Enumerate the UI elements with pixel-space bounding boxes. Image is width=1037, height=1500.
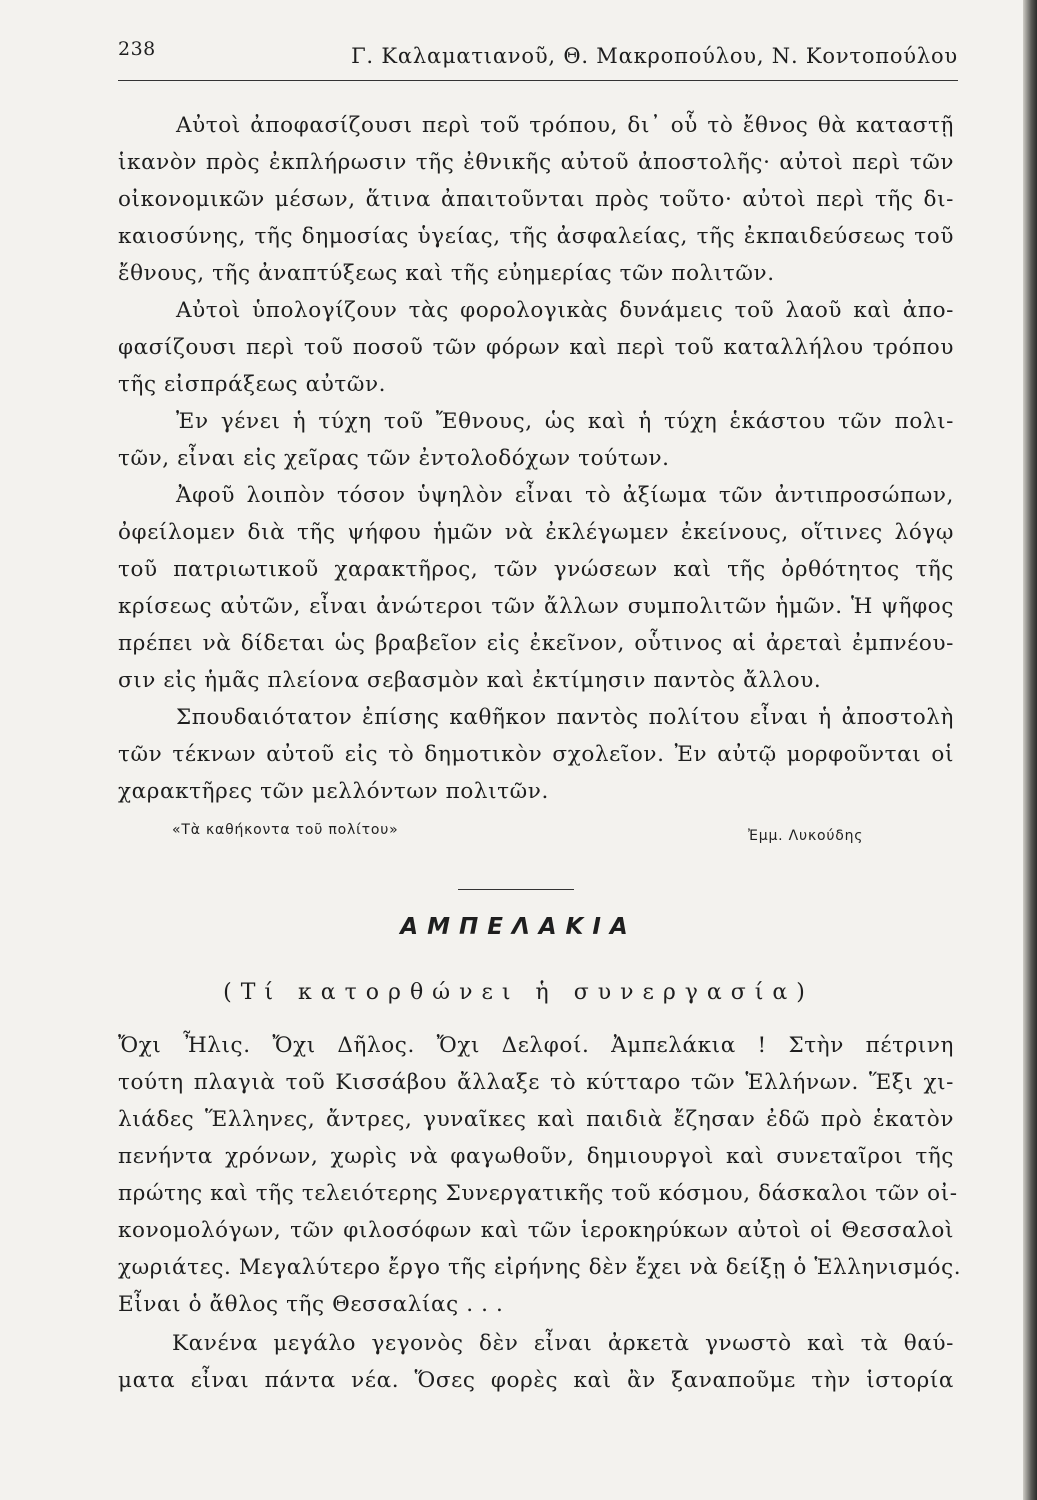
header-rule	[118, 80, 958, 81]
text-line: χαρακτῆρες τῶν μελλόντων πολιτῶν.	[118, 779, 549, 804]
text-line: κονομολόγων, τῶν φιλοσόφων καὶ τῶν ἱεροκηρύκων αὐτοὶ οἱ Θεσσαλοὶ	[118, 1218, 954, 1243]
text-line: χωριάτες. Μεγαλύτερο ἔργο τῆς εἰρήνης δὲν ἔχει νὰ δείξῃ ὁ Ἑλληνισμός.	[118, 1255, 962, 1280]
text-line: ὀφείλομεν διὰ τῆς ψήφου ἡμῶν νὰ ἐκλέγωμεν ἐκείνους, οἵτινες λόγῳ	[118, 520, 954, 545]
section-subtitle: (Τί κατορθώνει ἡ συνεργασία)	[223, 980, 814, 1005]
text-line: πρέπει νὰ δίδεται ὡς βραβεῖον εἰς ἐκεῖνον, οὗτινος αἱ ἀρεταὶ ἐμπνέου-	[118, 631, 954, 656]
text-line: τῶν, εἶναι εἰς χεῖρας τῶν ἐντολοδόχων τούτων.	[118, 446, 670, 471]
text-line: τοῦ πατριωτικοῦ χαρακτῆρος, τῶν γνώσεων καὶ τῆς ὀρθότητος τῆς	[118, 557, 954, 582]
text-line: πενήντα χρόνων, χωρὶς νὰ φαγωθοῦν, δημιουργοὶ καὶ συνεταῖροι τῆς	[118, 1144, 954, 1169]
text-line: πρώτης καὶ τῆς τελειότερης Συνεργατικῆς τοῦ κόσμου, δάσκαλοι τῶν οἰ-	[118, 1181, 958, 1206]
text-line: Σπουδαιότατον ἐπίσης καθῆκον παντὸς πολίτου εἶναι ἡ ἀποστολὴ	[176, 705, 954, 730]
section-title: ΑΜΠΕΛΑΚΙΑ	[400, 914, 637, 940]
page-edge-shadow	[1023, 0, 1037, 1500]
text-line: σιν εἰς ἡμᾶς πλείονα σεβασμὸν καὶ ἐκτίμησιν παντὸς ἄλλου.	[118, 668, 822, 693]
text-line: ἱκανὸν πρὸς ἐκπλήρωσιν τῆς ἐθνικῆς αὐτοῦ ἀποστολῆς· αὐτοὶ περὶ τῶν	[118, 150, 954, 175]
text-line: τούτη πλαγιὰ τοῦ Κισσάβου ἄλλαξε τὸ κύτταρο τῶν Ἑλλήνων. Ἕξι χι-	[118, 1070, 954, 1095]
text-line: Εἶναι ὁ ἄθλος τῆς Θεσσαλίας . . .	[118, 1292, 504, 1317]
text-line: Ἀφοῦ λοιπὸν τόσον ὑψηλὸν εἶναι τὸ ἀξίωμα τῶν ἀντιπροσώπων,	[176, 483, 954, 508]
text-line: τῆς εἰσπράξεως αὐτῶν.	[118, 372, 387, 397]
text-line: ἔθνους, τῆς ἀναπτύξεως καὶ τῆς εὐημερίας τῶν πολιτῶν.	[118, 261, 775, 286]
text-line: Αὐτοὶ ἀποφασίζουσι περὶ τοῦ τρόπου, δι᾿ οὗ τὸ ἔθνος θὰ καταστῇ	[176, 113, 954, 138]
page-header	[118, 30, 958, 80]
running-head: Γ. Καλαματιανοῦ, Θ. Μακροπούλου, Ν. Κοντοπούλου	[351, 44, 958, 68]
text-line: Ὄχι Ἦλις. Ὄχι Δῆλος. Ὄχι Δελφοί. Ἀμπελάκια ! Στὴν πέτρινη	[118, 1033, 954, 1058]
text-line: Κανένα μεγάλο γεγονὸς δὲν εἶναι ἀρκετὰ γνωστὸ καὶ τὰ θαύ-	[172, 1331, 954, 1356]
text-line: Αὐτοὶ ὑπολογίζουν τὰς φορολογικὰς δυνάμεις τοῦ λαοῦ καὶ ἀπο-	[176, 298, 954, 323]
section-divider	[458, 889, 574, 890]
text-line: καιοσύνης, τῆς δημοσίας ὑγείας, τῆς ἀσφαλείας, τῆς ἐκπαιδεύσεως τοῦ	[118, 224, 954, 249]
author-name: Ἐμμ. Λυκούδης	[748, 828, 864, 844]
page-number: 238	[118, 38, 156, 60]
text-line: οἰκονομικῶν μέσων, ἅτινα ἀπαιτοῦνται πρὸς τοῦτο· αὐτοὶ περὶ τῆς δι-	[118, 187, 954, 212]
source-title: «Τὰ καθήκοντα τοῦ πολίτου»	[172, 822, 399, 838]
text-line: λιάδες Ἕλληνες, ἄντρες, γυναῖκες καὶ παιδιὰ ἔζησαν ἐδῶ πρὸ ἑκατὸν	[118, 1107, 954, 1132]
text-line: κρίσεως αὐτῶν, εἶναι ἀνώτεροι τῶν ἄλλων συμπολιτῶν ἡμῶν. Ἡ ψῆφος	[118, 594, 954, 619]
text-line: Ἐν γένει ἡ τύχη τοῦ Ἔθνους, ὡς καὶ ἡ τύχη ἑκάστου τῶν πολι-	[176, 409, 954, 434]
text-line: φασίζουσι περὶ τοῦ ποσοῦ τῶν φόρων καὶ περὶ τοῦ καταλλήλου τρόπου	[118, 335, 954, 360]
text-line: ματα εἶναι πάντα νέα. Ὅσες φορὲς καὶ ἂν ξαναποῦμε τὴν ἱστορία	[118, 1368, 954, 1393]
text-line: τῶν τέκνων αὐτοῦ εἰς τὸ δημοτικὸν σχολεῖον. Ἐν αὐτῷ μορφοῦνται οἱ	[118, 742, 954, 767]
